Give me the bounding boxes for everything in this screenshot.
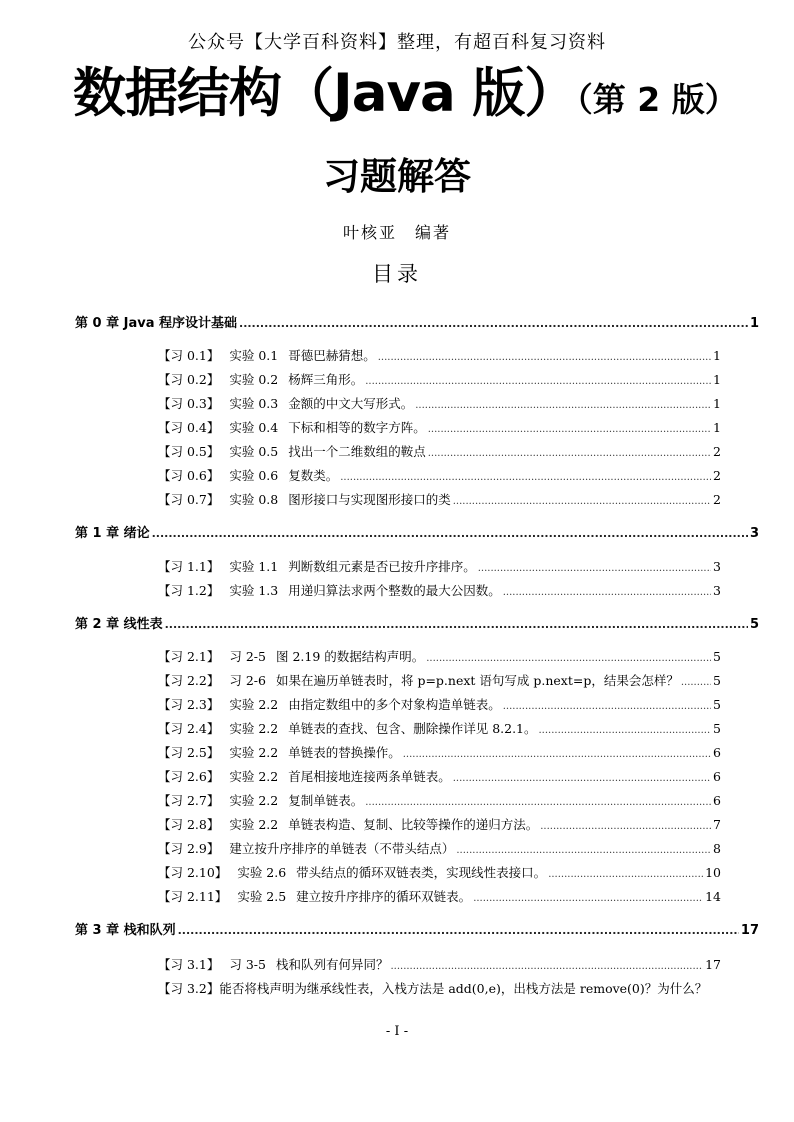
toc-entry-row[interactable] [158,442,721,460]
toc-entry-tag: 【习 2.8】 [158,817,220,832]
toc-chapter-label: 第 1 章 绪论 [75,526,150,541]
toc-entry-ref: 实验 1.1 [229,559,279,574]
toc-entry-text: 首尾相接地连接两条单链表。 [288,769,451,784]
toc-entry-ref: 实验 2.2 [229,793,279,808]
toc-entry-row[interactable] [158,791,721,809]
toc-dot-leader [152,526,748,541]
toc-entry-page: 6 [713,769,721,784]
toc-entry-tag: 【习 2.1】 [158,649,220,664]
toc-entry-row[interactable] [158,839,721,857]
toc-entry-page: 7 [713,817,721,832]
toc-entry-tag: 【习 3.2】 [158,981,220,996]
toc-entry-tag: 【习 2.4】 [158,721,220,736]
toc-entry-row[interactable] [158,466,721,484]
toc-entry-page: 1 [713,348,721,363]
toc-entry-tag: 【习 0.6】 [158,468,220,483]
toc-entry-tag: 【习 2.11】 [158,889,228,904]
toc-entry-row[interactable] [158,695,721,713]
toc-dot-leader [548,865,703,880]
toc-dot-leader [539,721,712,736]
toc-entry-row[interactable] [158,490,721,508]
toc-entry-page: 2 [713,468,721,483]
toc-entry-ref: 实验 2.2 [229,697,279,712]
header-note: 公众号【大学百科资料】整理，有超百科复习资料 [188,32,606,53]
toc-entry-text: 复制单链表。 [288,793,364,808]
toc-dot-leader [503,697,711,712]
author-name: 叶核亚 [342,223,397,242]
toc-entry-page: 3 [713,559,721,574]
toc-chapter-page: 5 [749,617,759,632]
toc-entry-row[interactable] [158,346,721,364]
toc-entry-ref: 实验 0.2 [229,372,279,387]
toc-entry-row[interactable] [158,557,721,575]
toc-chapter-row[interactable] [75,613,759,632]
toc-entry-row[interactable] [158,394,721,412]
toc-entry-page: 10 [705,865,721,880]
toc-dot-leader [365,372,711,387]
toc-entry-text: 图形接口与实现图形接口的类 [288,492,451,507]
toc-entry-tag: 【习 0.3】 [158,396,220,411]
toc-entry-text: 建立按升序排序的循环双链表。 [296,889,472,904]
toc-entry-row[interactable] [158,370,721,388]
toc-chapter-page: 3 [749,526,759,541]
book-title [73,62,738,132]
toc-entry-ref: 实验 2.2 [229,745,279,760]
toc-entry-tag: 【习 2.9】 [158,841,220,856]
toc-entry-tag: 【习 1.1】 [158,559,220,574]
toc-entry-page: 5 [713,649,721,664]
toc-entry-page: 5 [713,721,721,736]
toc-chapter-label: 第 3 章 栈和队列 [75,923,176,938]
toc-entry-page: 1 [713,396,721,411]
toc-dot-leader [453,492,711,507]
toc-entry-ref: 实验 2.2 [229,769,279,784]
toc-chapter-row[interactable] [75,312,759,331]
toc-dot-leader [428,444,711,459]
page-number: - I - [385,1024,409,1039]
toc-entry-ref: 实验 0.3 [229,396,279,411]
toc-entry-tag: 【习 2.7】 [158,793,220,808]
toc-entry-row[interactable] [158,815,721,833]
toc-entry-tag: 【习 2.10】 [158,865,228,880]
toc-entry-ref: 实验 0.6 [229,468,279,483]
toc-entry-text: 哥德巴赫猜想。 [288,348,376,363]
toc-dot-leader [403,745,711,760]
book-title-main: 数据结构（Java 版） [73,63,577,124]
toc-entry-page: 5 [713,673,721,688]
toc-entry-page: 6 [713,745,721,760]
toc-entry-text: 由指定数组中的多个对象构造单链表。 [288,697,501,712]
toc-entry-ref: 实验 0.4 [229,420,279,435]
toc-entry-page: 3 [713,583,721,598]
toc-entry-ref: 习 2-5 [229,649,266,664]
toc-entry-row[interactable] [158,719,721,737]
toc-entry-ref: 实验 2.6 [237,865,287,880]
toc-entry-ref: 习 3-5 [229,957,266,972]
toc-entry-ref: 实验 2.2 [229,721,279,736]
toc-chapter-page: 17 [740,923,759,938]
toc-entry-tag: 【习 2.3】 [158,697,220,712]
toc-entry-row[interactable] [158,647,721,665]
toc-entry-row[interactable] [158,863,721,881]
toc-entry-tag: 【习 3.1】 [158,957,220,972]
toc-entry-tag: 【习 0.4】 [158,420,220,435]
toc-entry-page: 2 [713,492,721,507]
book-edition: （第 2 版） [576,80,738,119]
toc-dot-leader [378,348,711,363]
toc-chapter-label: 第 2 章 线性表 [75,617,163,632]
toc-entry-page: 8 [713,841,721,856]
toc-entry-text: 建立按升序排序的单链表（不带头结点） [229,841,455,856]
toc-dot-leader [365,793,711,808]
toc-entry-row[interactable] [158,979,728,997]
toc-entry-ref: 实验 1.3 [229,583,279,598]
author-line [0,220,794,243]
toc-entry-text: 金额的中文大写形式。 [288,396,414,411]
toc-entry-text: 下标和相等的数字方阵。 [288,420,426,435]
toc-entry-page: 1 [713,420,721,435]
toc-dot-leader [428,420,711,435]
toc-entry-tag: 【习 0.2】 [158,372,220,387]
author-role: 编著 [415,223,452,242]
toc-dot-leader [681,673,711,688]
toc-entry-ref: 实验 0.1 [229,348,279,363]
toc-entry-row[interactable] [158,671,721,689]
toc-dot-leader [453,769,711,784]
toc-entry-page: 2 [713,444,721,459]
toc-entry-text: 复数类。 [288,468,339,483]
toc-chapter-page: 1 [749,316,759,331]
toc-entry-ref: 实验 2.2 [229,817,279,832]
toc-entry-row[interactable] [158,418,721,436]
toc-entry-text: 找出一个二维数组的鞍点 [288,444,426,459]
toc-entry-text: 单链表的替换操作。 [288,745,401,760]
toc-entry-row[interactable] [158,955,721,973]
toc-entry-text: 带头结点的循环双链表类，实现线性表接口。 [296,865,547,880]
toc-entry-text: 单链表构造、复制、比较等操作的递归方法。 [288,817,539,832]
toc-dot-leader [473,889,703,904]
toc-entry-page: 17 [705,957,721,972]
toc-entry-row[interactable] [158,887,721,905]
toc-dot-leader [239,316,748,331]
toc-entry-page: 14 [705,889,721,904]
toc-entry-tag: 【习 2.5】 [158,745,220,760]
toc-entry-text: 如果在遍历单链表时，将 p=p.next 语句写成 p.next=p，结果会怎样？ [275,673,679,688]
toc-entry-text: 判断数组元素是否已按升序排序。 [288,559,476,574]
toc-entry-ref: 实验 0.8 [229,492,279,507]
toc-entry-text: 能否将栈声明为继承线性表，入栈方法是 add(0,e)，出栈方法是 remove(0)？为什么？ [219,981,708,996]
toc-dot-leader [178,923,739,938]
toc-entry-tag: 【习 0.5】 [158,444,220,459]
toc-entry-tag: 【习 2.6】 [158,769,220,784]
toc-entry-tag: 【习 0.7】 [158,492,220,507]
toc-chapter-row[interactable] [75,522,759,541]
toc-entry-text: 用递归算法求两个整数的最大公因数。 [288,583,501,598]
book-subtitle: 习题解答 [323,155,471,198]
toc-heading: 目录 [372,262,422,286]
toc-chapter-row[interactable] [75,919,759,938]
toc-entry-ref: 习 2-6 [229,673,266,688]
toc-entry-text: 栈和队列有何异同？ [275,957,389,972]
toc-entry-row[interactable] [158,743,721,761]
toc-entry-ref: 实验 0.5 [229,444,279,459]
toc-dot-leader [426,649,711,664]
toc-entry-tag: 【习 0.1】 [158,348,220,363]
toc-entry-row[interactable] [158,767,721,785]
toc-dot-leader [456,841,711,856]
toc-entry-text: 图 2.19 的数据结构声明。 [275,649,425,664]
toc-entry-ref: 实验 2.5 [237,889,287,904]
toc-entry-tag: 【习 2.2】 [158,673,220,688]
toc-dot-leader [503,583,711,598]
toc-dot-leader [415,396,711,411]
toc-dot-leader [540,817,711,832]
toc-entry-text: 杨辉三角形。 [288,372,364,387]
toc-entry-text: 单链表的查找、包含、删除操作详见 8.2.1。 [288,721,537,736]
toc-entry-page: 6 [713,793,721,808]
toc-dot-leader [340,468,711,483]
toc-dot-leader [478,559,711,574]
toc-entry-page: 1 [713,372,721,387]
toc-entry-tag: 【习 1.2】 [158,583,220,598]
toc-chapter-label: 第 0 章 Java 程序设计基础 [75,316,238,331]
toc-dot-leader [390,957,703,972]
toc-dot-leader [165,617,748,632]
toc-entry-page: 5 [713,697,721,712]
toc-entry-row[interactable] [158,581,721,599]
